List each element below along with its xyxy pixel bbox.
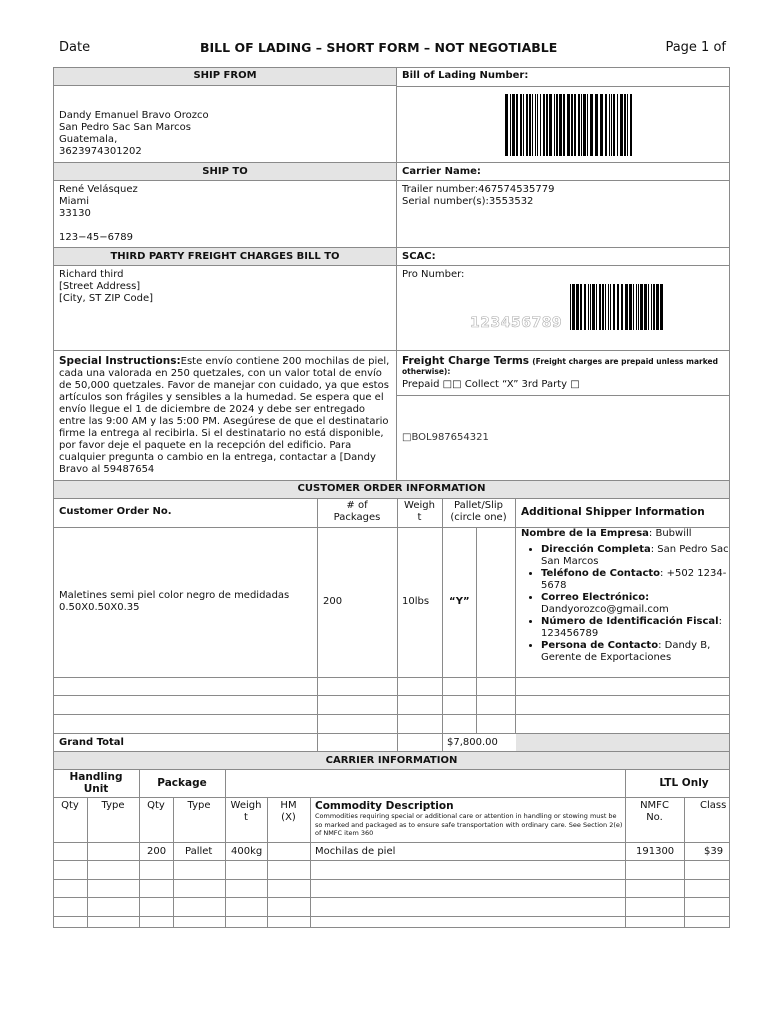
bol-number-label: Bill of Lading Number: (402, 70, 529, 81)
special-instructions-label: Special Instructions: (59, 355, 181, 367)
freight-terms (402, 356, 728, 377)
carrier-name-label: Carrier Name: (402, 166, 481, 177)
special-instructions-text: Este envío contiene 200 mochilas de piel, cada una valorada en 250 quetzales, con un valor total de envío de 50,000 quetzales. Favor de manejar con cuidado, ya que estos artículos son frágiles y sensibles a la humedad. Se espera que el envío llegue el 1 de diciembre de 2024 y debe ser entregado entre las 9:00 AM y las 5:00 PM. Asegúrese de que el destinatario firme la entrega al recibirla. Si el destinatario no está disponible, por favor deje el paquete en la recepción del edificio. Para cualquier pregunta o cambio en la entrega, contactar a [Dandy Bravo al 59487654 (59, 356, 390, 475)
barcode-bar (613, 94, 615, 156)
barcode-bar (578, 94, 580, 156)
additional-shipper-info (521, 528, 731, 664)
barcode-bar (540, 94, 541, 156)
barcode-bar (546, 94, 548, 156)
col-additional-info: Additional Shipper Information (521, 506, 705, 518)
commodity-note: Commodities requiring special or additional care or attention in handling or stowing must be so marked and packaged as to ensure safe transportation with ordinary care. See Section 2(e) of NMFC item 360 (315, 812, 623, 837)
barcode-bar (644, 284, 647, 330)
info-item-tax-id: • Número de Identificación Fiscal: 123456789 (541, 616, 731, 640)
col-package: Package (157, 777, 207, 789)
barcode-bar (602, 284, 604, 330)
barcode-bar (638, 284, 639, 330)
pro-barcode (570, 284, 664, 330)
barcode-bar (605, 284, 606, 330)
barcode-bar (590, 284, 591, 330)
barcode-bar (567, 94, 570, 156)
carrier-row-class: $39 (704, 846, 724, 857)
barcode-bar (610, 284, 611, 330)
order-packages: 200 (323, 596, 343, 607)
barcode-bar (648, 284, 649, 330)
info-item-contact: • Persona de Contacto: Dandy B, Gerente de Exportaciones (541, 640, 731, 664)
barcode-bar (526, 94, 528, 156)
order-pallet: “Y” (449, 596, 470, 607)
barcode-bar (576, 284, 579, 330)
barcode-bar (512, 94, 515, 156)
special-instructions (59, 355, 391, 476)
barcode-bar (608, 284, 609, 330)
document-title: BILL OF LADING – SHORT FORM – NOT NEGOTIABLE (200, 40, 558, 55)
info-item-email: • Correo Electrónico: Dandyorozco@gmail.com (541, 592, 731, 616)
barcode-bar (587, 94, 588, 156)
bol-reference: □BOL987654321 (402, 432, 489, 443)
barcode-bar (605, 94, 607, 156)
ship-to-heading: SHIP TO (202, 166, 248, 177)
carrier-row-type: Pallet (185, 846, 213, 857)
order-weight: 10lbs (402, 596, 430, 607)
ship-from-heading: SHIP FROM (193, 70, 257, 81)
pro-barcode-number: 123456789 (470, 315, 563, 331)
barcode-bar (636, 284, 637, 330)
col-ltl-only: LTL Only (659, 777, 709, 789)
order-description: Maletines semi piel color negro de medidadas 0.50X0.50X0.35 (59, 590, 290, 613)
barcode-bar (571, 94, 573, 156)
col-weight-carrier: Weigh t (230, 800, 262, 823)
barcode-bar (627, 94, 628, 156)
col-hu-type: Type (101, 800, 125, 811)
barcode-bar (625, 284, 628, 330)
ship-from-address: Dandy Emanuel Bravo Orozco San Pedro Sac San Marcos Guatemala, 3623974301202 (59, 110, 209, 157)
grand-total-value: $7,800.00 (447, 737, 498, 748)
barcode-bar (581, 94, 582, 156)
col-pkg-type: Type (187, 800, 211, 811)
barcode-bar (529, 94, 531, 156)
scac-label: SCAC: (402, 251, 436, 262)
customer-order-heading: CUSTOMER ORDER INFORMATION (297, 483, 486, 494)
barcode-bar (600, 94, 603, 156)
barcode-bar (537, 94, 538, 156)
barcode-bar (583, 94, 586, 156)
barcode-bar (588, 284, 589, 330)
col-class: Class (700, 800, 727, 811)
trailer-number: Trailer number:467574535779 (402, 184, 555, 195)
barcode-bar (656, 284, 659, 330)
barcode-bar (617, 284, 619, 330)
col-hu-qty: Qty (61, 800, 79, 811)
barcode-bar (580, 284, 582, 330)
barcode-bar (559, 94, 562, 156)
barcode-bar (574, 94, 576, 156)
barcode-bar (653, 284, 655, 330)
barcode-bar (620, 94, 623, 156)
barcode-bar (554, 94, 555, 156)
barcode-bar (532, 94, 533, 156)
barcode-bar (651, 284, 652, 330)
barcode-bar (624, 94, 626, 156)
col-packages: # of Packages (333, 500, 381, 523)
page-label: Page 1 of (665, 40, 726, 55)
carrier-info-heading: CARRIER INFORMATION (325, 755, 458, 766)
barcode-bar (592, 284, 595, 330)
barcode-bar (590, 94, 593, 156)
barcode-bar (563, 94, 565, 156)
barcode-bar (570, 284, 571, 330)
third-party-address: Richard third [Street Address] [City, ST ZIP Code] (59, 269, 154, 304)
barcode-bar (617, 94, 618, 156)
carrier-row-nmfc: 191300 (636, 846, 675, 857)
barcode-bar (629, 284, 632, 330)
info-item-phone: • Teléfono de Contacto: +502 1234-5678 (541, 568, 731, 592)
barcode-bar (621, 284, 623, 330)
barcode-bar (510, 94, 511, 156)
serial-number: Serial number(s):3553532 (402, 196, 534, 207)
col-pkg-qty: Qty (147, 800, 165, 811)
barcode-bar (520, 94, 522, 156)
info-item-address: • Dirección Completa: San Pedro Sac San Marcos (541, 544, 731, 568)
col-nmfc: NMFC No. (640, 800, 669, 823)
col-commodity: Commodity Description (315, 800, 454, 812)
barcode-bar (556, 94, 558, 156)
date-label: Date (59, 40, 91, 55)
col-hm: HM (X) (280, 800, 297, 823)
barcode-bar (549, 94, 552, 156)
barcode-bar (523, 94, 524, 156)
company-label: Nombre de la Empresa (521, 528, 649, 539)
barcode-bar (609, 94, 610, 156)
barcode-bar (535, 94, 536, 156)
company-line (521, 528, 731, 540)
barcode-bar (505, 94, 508, 156)
barcode-bar (640, 284, 643, 330)
barcode-bar (599, 284, 601, 330)
carrier-row-weight: 400kg (231, 846, 263, 857)
ship-to-address: René Velásquez Miami 33130 123−45−6789 (59, 184, 138, 243)
barcode-bar (516, 94, 518, 156)
col-handling-unit: Handling Unit (69, 771, 123, 795)
freight-terms-label: Freight Charge Terms (402, 355, 530, 367)
bol-barcode (505, 94, 633, 156)
col-weight: Weigh t (404, 500, 435, 523)
company-value: : Bubwill (648, 528, 692, 539)
barcode-bar (595, 94, 598, 156)
carrier-row-commodity: Mochilas de piel (315, 846, 396, 857)
barcode-bar (660, 284, 663, 330)
third-party-heading: THIRD PARTY FREIGHT CHARGES BILL TO (110, 251, 340, 262)
barcode-bar (613, 284, 615, 330)
pro-number-label: Pro Number: (402, 269, 465, 280)
col-pallet: Pallet/Slip (circle one) (450, 500, 507, 523)
freight-options[interactable]: Prepaid □□ Collect “X” 3rd Party □ (402, 379, 580, 390)
col-customer-order: Customer Order No. (59, 506, 172, 517)
barcode-bar (543, 94, 545, 156)
carrier-row-qty: 200 (147, 846, 167, 857)
barcode-bar (611, 94, 612, 156)
freight-terms-note: (Freight charges are prepaid unless marked otherwise): (402, 357, 718, 376)
barcode-bar (584, 284, 586, 330)
barcode-bar (630, 94, 632, 156)
barcode-bar (633, 284, 634, 330)
grand-total-label: Grand Total (59, 737, 124, 748)
barcode-bar (596, 284, 597, 330)
barcode-bar (572, 284, 575, 330)
